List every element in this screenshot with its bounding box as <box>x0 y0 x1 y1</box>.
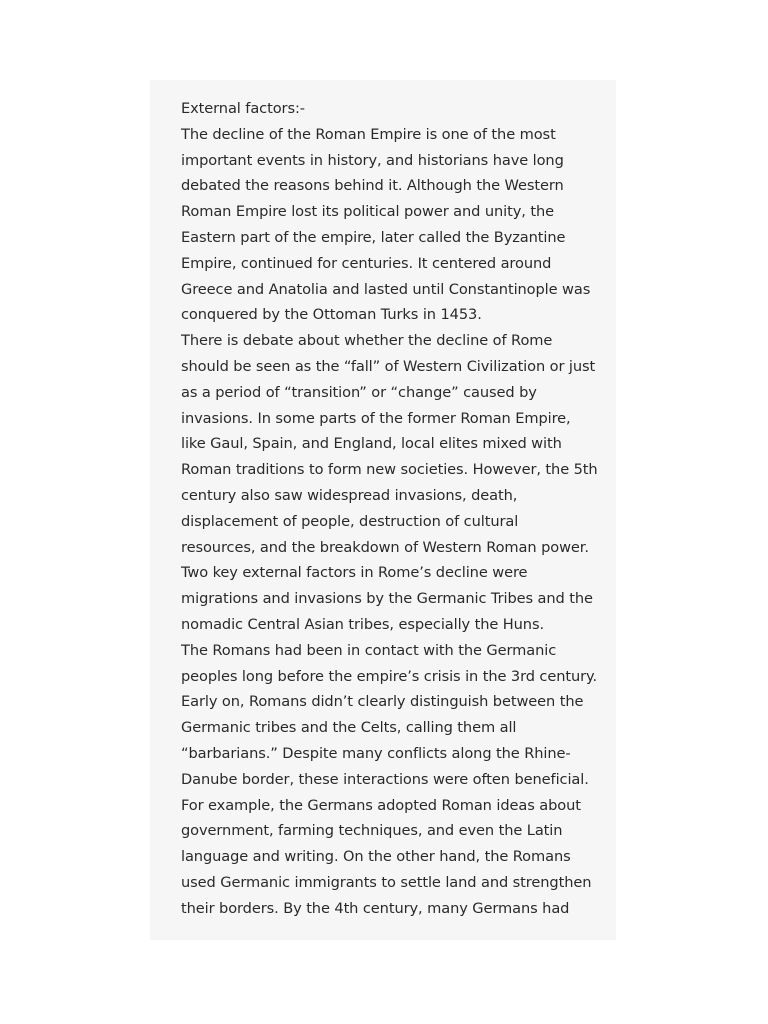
text-line: The Romans had been in contact with the Germanic <box>181 641 557 659</box>
text-line: “barbarians.” Despite many conflicts along the Rhine- <box>181 744 571 762</box>
text-line: Eastern part of the empire, later called the Byzantine <box>181 228 566 246</box>
text-line: language and writing. On the other hand, the Romans <box>181 848 571 866</box>
text-line: government, farming techniques, and even the Latin <box>181 822 563 840</box>
text-line: debated the reasons behind it. Although the Western <box>181 177 564 195</box>
text-line: There is debate about whether the decline of Rome <box>181 332 553 350</box>
text-line: Roman Empire lost its political power and unity, the <box>181 203 554 221</box>
text-line: For example, the Germans adopted Roman ideas about <box>181 796 581 814</box>
text-line: conquered by the Ottoman Turks in 1453. <box>181 306 482 324</box>
text-line: Early on, Romans didn’t clearly distinguish between the <box>181 693 584 711</box>
text-line: nomadic Central Asian tribes, especially the Huns. <box>181 615 545 633</box>
text-line: peoples long before the empire’s crisis in the 3rd century. <box>181 667 598 685</box>
text-line: century also saw widespread invasions, death, <box>181 486 518 504</box>
text-line: The decline of the Roman Empire is one of the most <box>181 125 556 143</box>
text-line: their borders. By the 4th century, many Germans had <box>181 899 570 917</box>
text-line: used Germanic immigrants to settle land and strengthen <box>181 873 592 891</box>
text-line: Danube border, these interactions were often beneficial. <box>181 770 589 788</box>
document-text <box>181 96 601 922</box>
text-line: migrations and invasions by the Germanic Tribes and the <box>181 590 593 608</box>
text-line: resources, and the breakdown of Western Roman power. <box>181 538 589 556</box>
text-line: important events in history, and historians have long <box>181 151 564 169</box>
text-line: like Gaul, Spain, and England, local elites mixed with <box>181 435 562 453</box>
text-line: Two key external factors in Rome’s decline were <box>181 564 528 582</box>
text-line: Greece and Anatolia and lasted until Constantinople was <box>181 280 591 298</box>
text-line: invasions. In some parts of the former Roman Empire, <box>181 409 571 427</box>
text-line: should be seen as the “fall” of Western Civilization or just <box>181 357 596 375</box>
text-line: as a period of “transition” or “change” caused by <box>181 383 537 401</box>
text-line: displacement of people, destruction of cultural <box>181 512 519 530</box>
section-heading: External factors:- <box>181 100 305 117</box>
text-line: Germanic tribes and the Celts, calling them all <box>181 719 517 737</box>
text-line: Roman traditions to form new societies. However, the 5th <box>181 461 598 479</box>
text-line: Empire, continued for centuries. It centered around <box>181 254 552 272</box>
